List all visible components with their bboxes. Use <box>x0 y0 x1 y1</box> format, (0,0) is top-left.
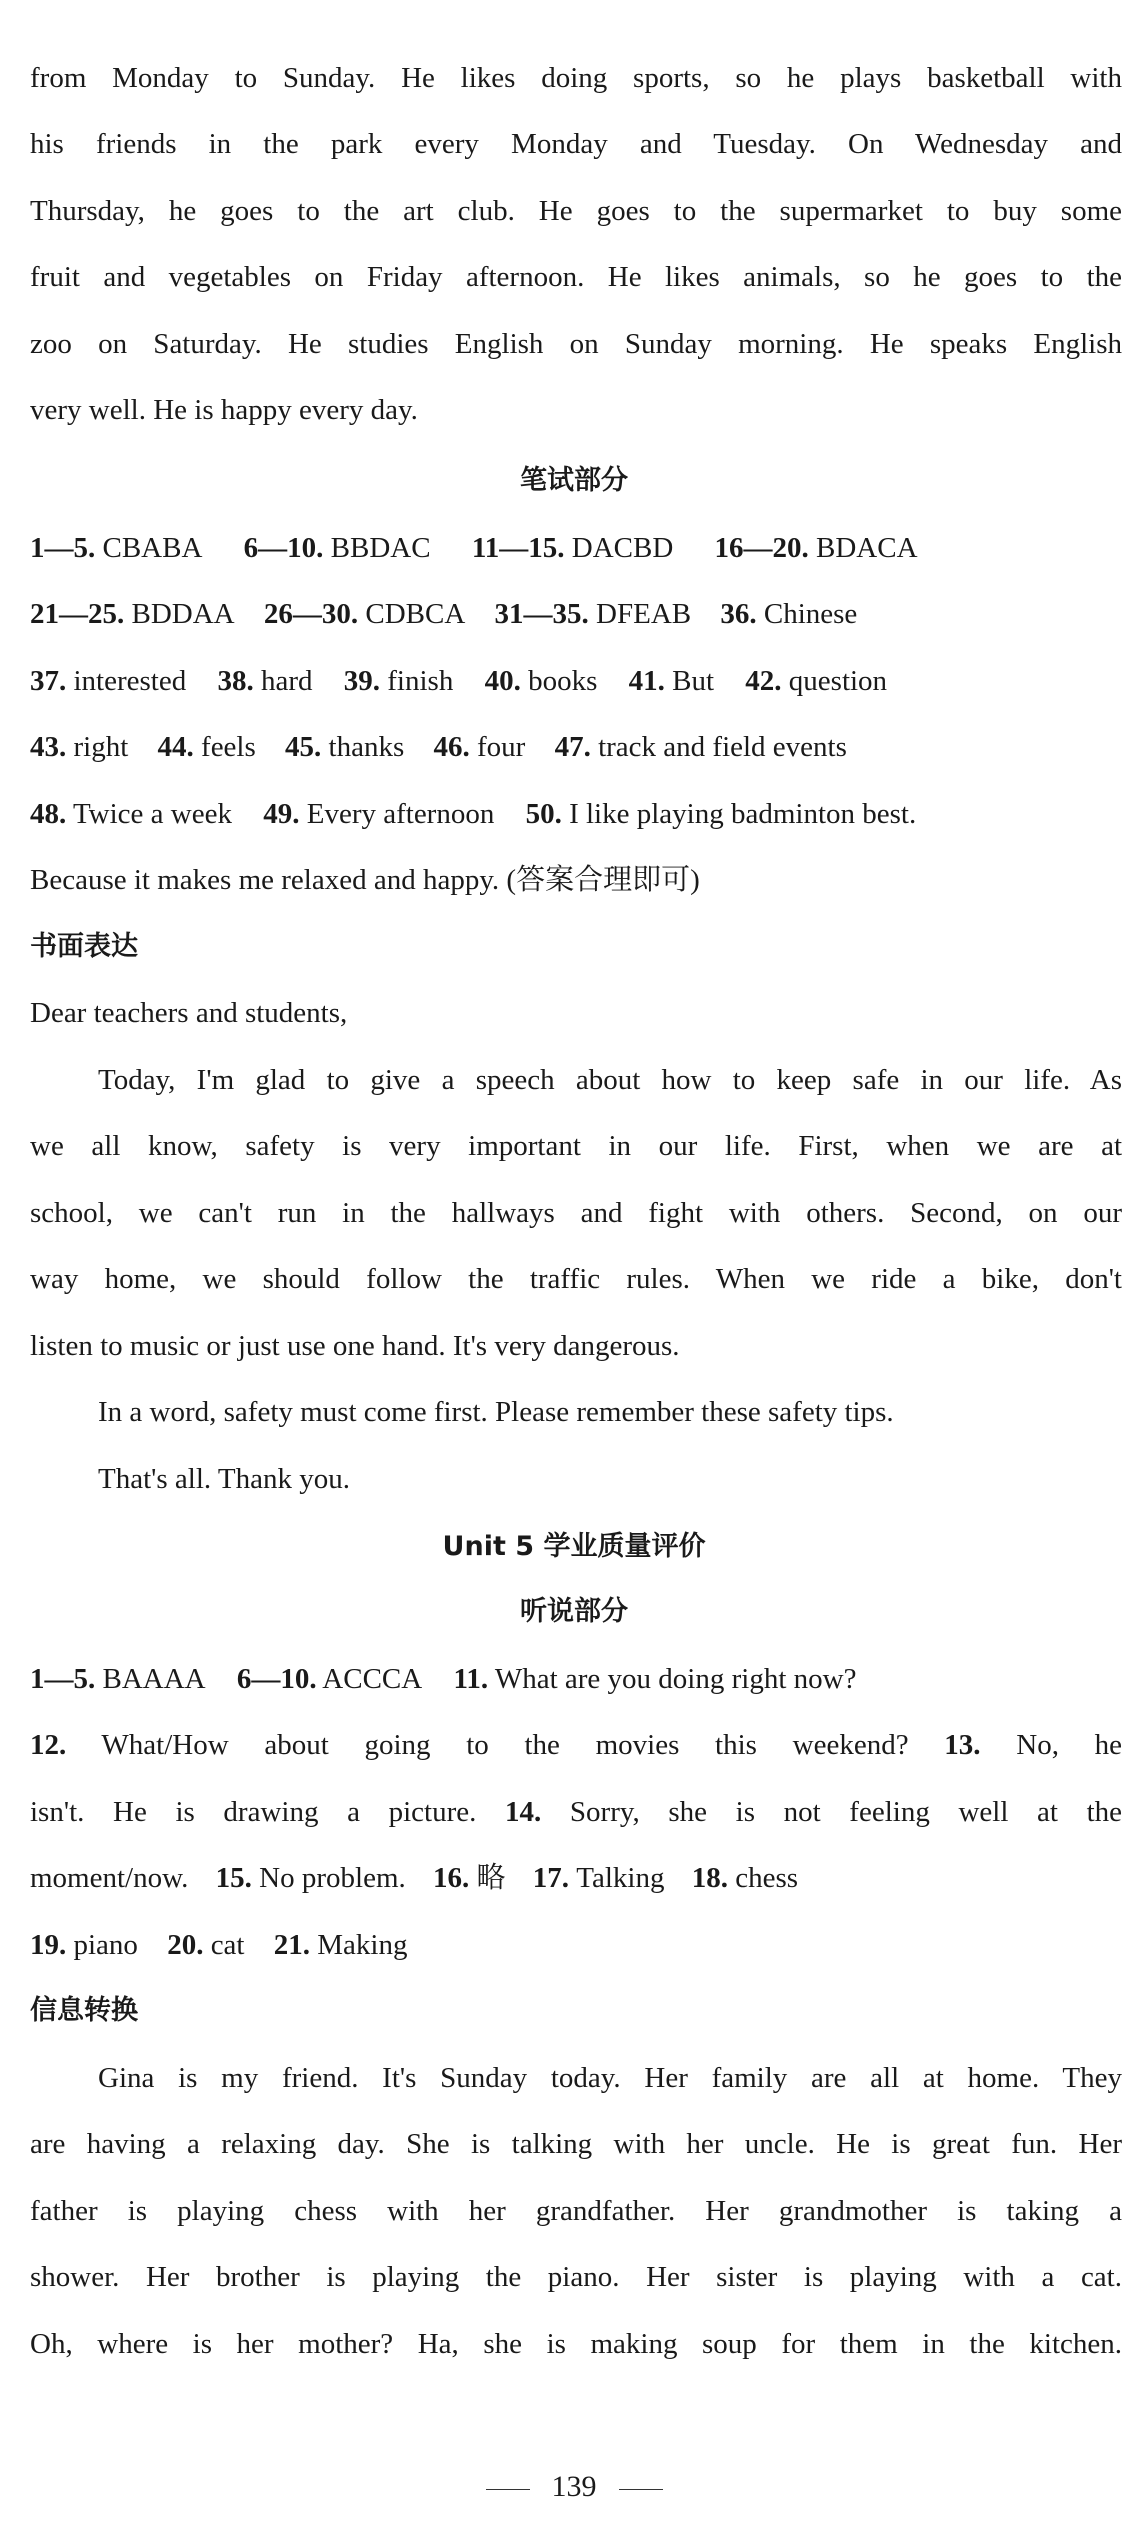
paragraph-line: his friends in the park every Monday and Tuesday. On Wednesday and <box>30 128 1122 160</box>
unit-title: Unit 5 学业质量评价 <box>442 1531 706 1562</box>
answer-row: isn't. He is drawing a picture. 14. Sorry, she is not feeling well at the <box>30 1796 1123 1828</box>
speech-line: way home, we should follow the traffic rules. When we ride a bike, don't <box>30 1263 1122 1295</box>
listening-section-title: 听说部分 <box>520 1596 628 1627</box>
speech-greeting: Dear teachers and students, <box>30 997 348 1029</box>
answer-row: 37. interested 38. hard 39. finish 40. books 41. But 42. question <box>30 665 888 697</box>
paragraph-line: are having a relaxing day. She is talking with her uncle. He is great fun. Her <box>30 2128 1122 2160</box>
answer-row: 48. Twice a week 49. Every afternoon 50. I like playing badminton best. <box>30 798 917 830</box>
speech-line: In a word, safety must come first. Please remember these safety tips. <box>98 1396 894 1428</box>
paragraph-line: from Monday to Sunday. He likes doing sports, so he plays basketball with <box>30 62 1122 94</box>
answer-row: 43. right 44. feels 45. thanks 46. four 47. track and field events <box>30 731 847 763</box>
answer-row: Because it makes me relaxed and happy. (答案合理即可) <box>30 864 700 896</box>
speech-line: school, we can't run in the hallways and fight with others. Second, on our <box>30 1197 1122 1229</box>
paragraph-line: Gina is my friend. It's Sunday today. Her family are all at home. They <box>98 2062 1122 2094</box>
answer-row: 21—25. BDDAA 26—30. CDBCA 31—35. DFEAB 36. Chinese <box>30 598 858 630</box>
paragraph-line: very well. He is happy every day. <box>30 394 418 426</box>
paragraph-line: zoo on Saturday. He studies English on Sunday morning. He speaks English <box>30 328 1122 360</box>
paragraph-line: shower. Her brother is playing the piano. Her sister is playing with a cat. <box>30 2261 1122 2293</box>
answer-row: 19. piano 20. cat 21. Making <box>30 1929 408 1961</box>
speech-line: Today, I'm glad to give a speech about how to keep safe in our life. As <box>98 1064 1122 1096</box>
writing-section-title: 书面表达 <box>30 931 138 962</box>
paragraph-line: Oh, where is her mother? Ha, she is making soup for them in the kitchen. <box>30 2328 1122 2360</box>
answer-row: 1—5. BAAAA 6—10. ACCCA 11. What are you doing right now? <box>30 1663 857 1695</box>
page-number <box>0 2470 1148 2504</box>
paragraph-line: Thursday, he goes to the art club. He goes to the supermarket to buy some <box>30 195 1122 227</box>
page-number-dash <box>619 2489 663 2490</box>
page-number-dash <box>486 2489 530 2490</box>
paragraph-line: father is playing chess with her grandfather. Her grandmother is taking a <box>30 2195 1122 2227</box>
paragraph-line: fruit and vegetables on Friday afternoon. He likes animals, so he goes to the <box>30 261 1122 293</box>
answer-row: 12. What/How about going to the movies this weekend? 13. No, he <box>30 1729 1123 1761</box>
answer-row: moment/now. 15. No problem. 16. 略 17. Talking 18. chess <box>30 1862 799 1894</box>
speech-line: we all know, safety is very important in our life. First, when we are at <box>30 1130 1122 1162</box>
written-section-title: 笔试部分 <box>520 465 628 496</box>
speech-line: That's all. Thank you. <box>98 1463 350 1495</box>
speech-line: listen to music or just use one hand. It's very dangerous. <box>30 1330 680 1362</box>
page-number-text: 139 <box>551 2470 597 2503</box>
answer-row: 1—5. CBABA 6—10. BBDAC 11—15. DACBD 16—20. BDACA <box>30 532 918 564</box>
info-section-title: 信息转换 <box>30 1995 138 2026</box>
